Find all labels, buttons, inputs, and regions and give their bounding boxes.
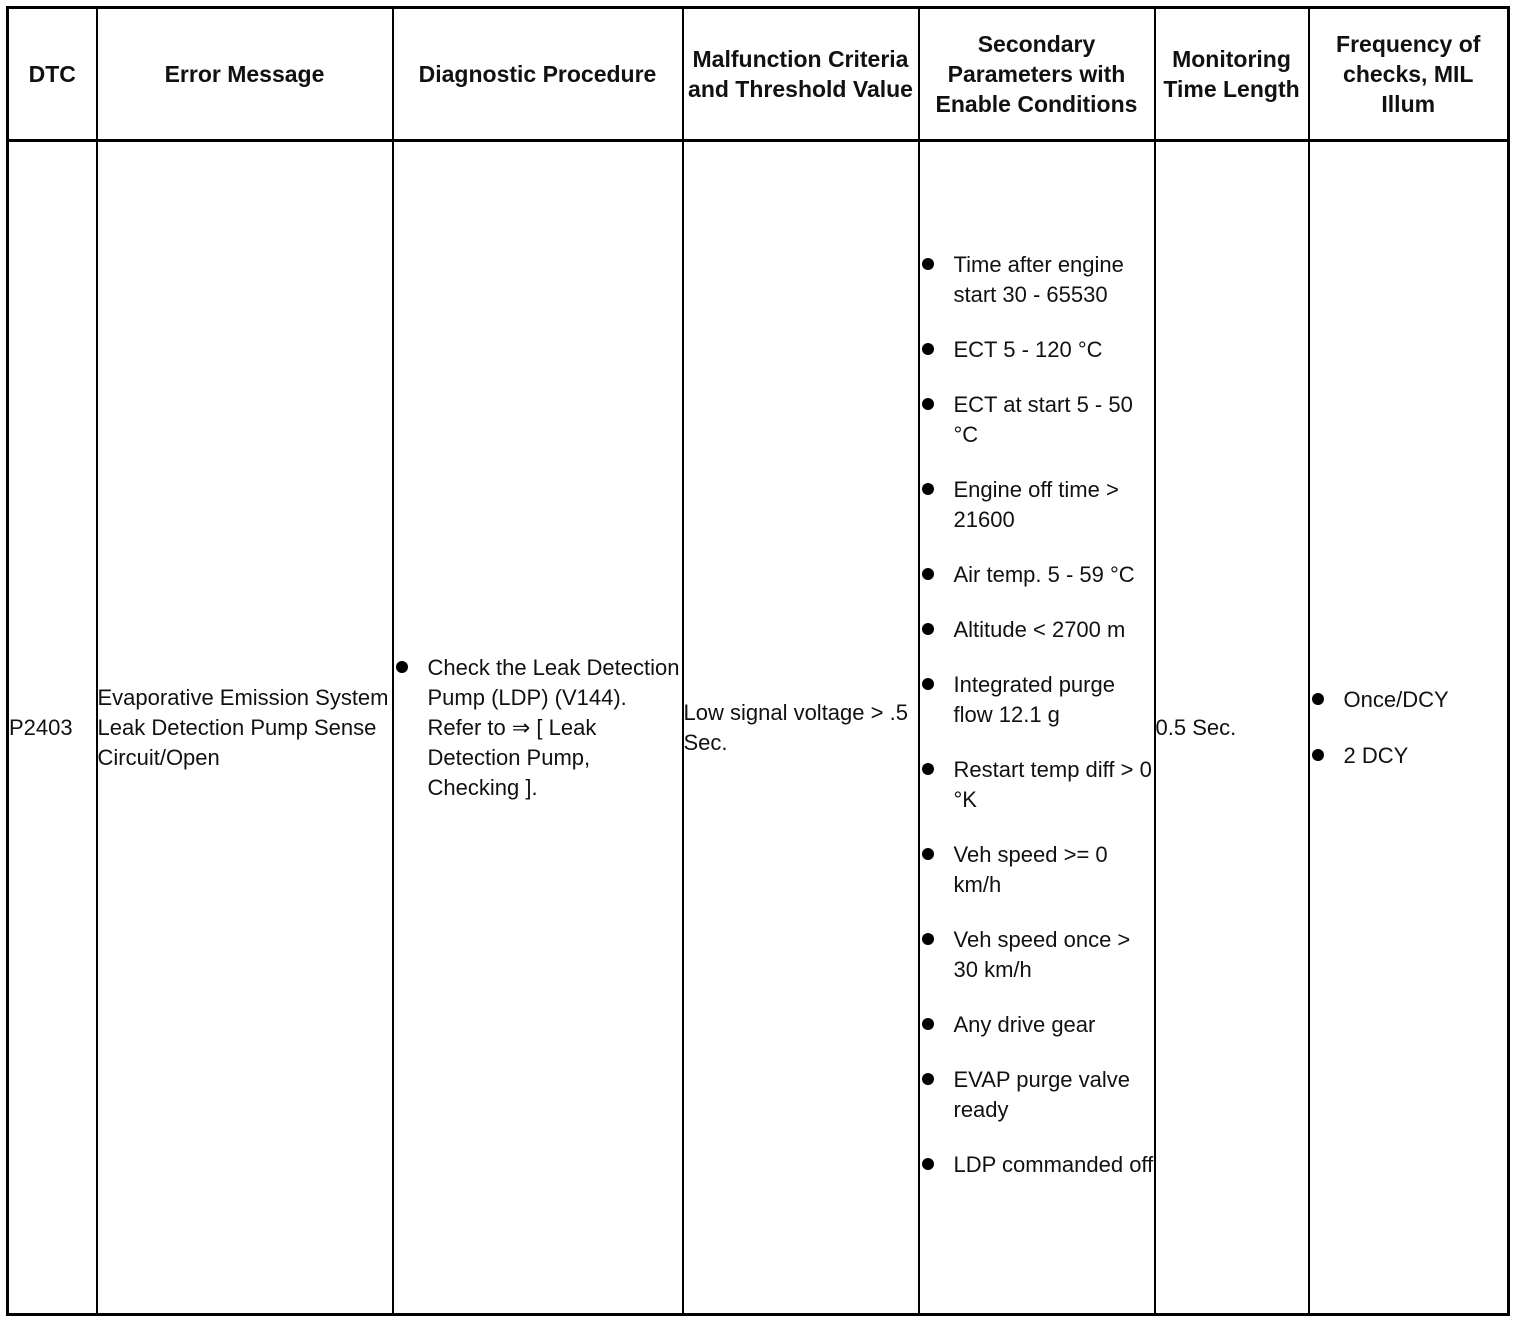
list-item <box>920 390 1154 450</box>
bullet-icon <box>922 933 934 945</box>
bullet-icon <box>922 678 934 690</box>
bullet-icon <box>922 258 934 270</box>
list-item <box>920 250 1154 310</box>
list-item <box>920 615 1154 645</box>
bullet-icon <box>922 623 934 635</box>
list-item <box>920 1065 1154 1125</box>
bullet-icon <box>1312 749 1324 761</box>
secondary-parameter-text: Air temp. 5 - 59 °C <box>953 562 1135 587</box>
secondary-parameters-cell <box>919 141 1155 1315</box>
header-dtc: DTC <box>8 8 97 141</box>
list-item <box>920 670 1154 730</box>
bullet-icon <box>922 343 934 355</box>
bullet-icon <box>1312 693 1324 705</box>
table-row <box>8 141 1509 1315</box>
diagnostic-procedure-cell <box>393 141 683 1315</box>
bullet-icon <box>922 1018 934 1030</box>
frequency-cell <box>1309 141 1509 1315</box>
header-malfunction-criteria: Malfunction Criteria and Threshold Value <box>683 8 919 141</box>
header-monitoring-time: Monitoring Time Length <box>1155 8 1309 141</box>
secondary-parameter-text: Veh speed once > 30 km/h <box>953 927 1131 982</box>
secondary-parameter-text: EVAP purge valve ready <box>953 1067 1131 1122</box>
list-item <box>920 335 1154 365</box>
list-item <box>394 653 682 803</box>
list-item <box>920 475 1154 535</box>
secondary-parameters-list <box>920 250 1154 1180</box>
frequency-text: Once/DCY <box>1343 686 1449 712</box>
bullet-icon <box>922 568 934 580</box>
secondary-parameter-text: Time after engine start 30 - 65530 <box>953 252 1124 307</box>
list-item <box>920 925 1154 985</box>
bullet-icon <box>922 398 934 410</box>
secondary-parameter-text: LDP commanded off <box>953 1152 1154 1177</box>
error-message: Evaporative Emission System Leak Detection Pump Sense Circuit/Open <box>97 141 393 1315</box>
header-error-message: Error Message <box>97 8 393 141</box>
header-frequency: Frequency of checks, MIL Illum <box>1309 8 1509 141</box>
header-row <box>8 8 1509 141</box>
list-item <box>920 755 1154 815</box>
secondary-parameter-text: Restart temp diff > 0 °K <box>953 757 1152 812</box>
list-item <box>920 560 1154 590</box>
bullet-icon <box>922 763 934 775</box>
bullet-icon <box>922 848 934 860</box>
dtc-table <box>6 6 1510 1316</box>
malfunction-criteria: Low signal voltage > .5 Sec. <box>683 141 919 1315</box>
diagnostic-procedure-list <box>394 653 682 803</box>
bullet-icon <box>922 483 934 495</box>
list-item <box>1310 741 1508 771</box>
header-diagnostic-procedure: Diagnostic Procedure <box>393 8 683 141</box>
secondary-parameter-text: Engine off time > 21600 <box>953 477 1119 532</box>
bullet-icon <box>922 1158 934 1170</box>
secondary-parameter-text: Altitude < 2700 m <box>953 617 1126 642</box>
frequency-text: 2 DCY <box>1343 742 1409 768</box>
header-secondary-parameters: Secondary Parameters with Enable Conditions <box>919 8 1155 141</box>
secondary-parameter-text: ECT 5 - 120 °C <box>953 337 1103 362</box>
list-item <box>920 1010 1154 1040</box>
list-item <box>1310 685 1508 715</box>
secondary-parameter-text: Veh speed >= 0 km/h <box>953 842 1108 897</box>
list-item <box>920 840 1154 900</box>
dtc-code: P2403 <box>8 141 97 1315</box>
secondary-parameter-text: ECT at start 5 - 50 °C <box>953 392 1133 447</box>
bullet-icon <box>396 661 408 673</box>
monitoring-time: 0.5 Sec. <box>1155 141 1309 1315</box>
list-item <box>920 1150 1154 1180</box>
diagnostic-procedure-text: Check the Leak Detection Pump (LDP) (V144). Refer to ⇒ [ Leak Detection Pump, Checking ]. <box>427 654 680 800</box>
bullet-icon <box>922 1073 934 1085</box>
secondary-parameter-text: Any drive gear <box>953 1012 1096 1037</box>
frequency-list <box>1310 685 1508 771</box>
secondary-parameter-text: Integrated purge flow 12.1 g <box>953 672 1115 727</box>
